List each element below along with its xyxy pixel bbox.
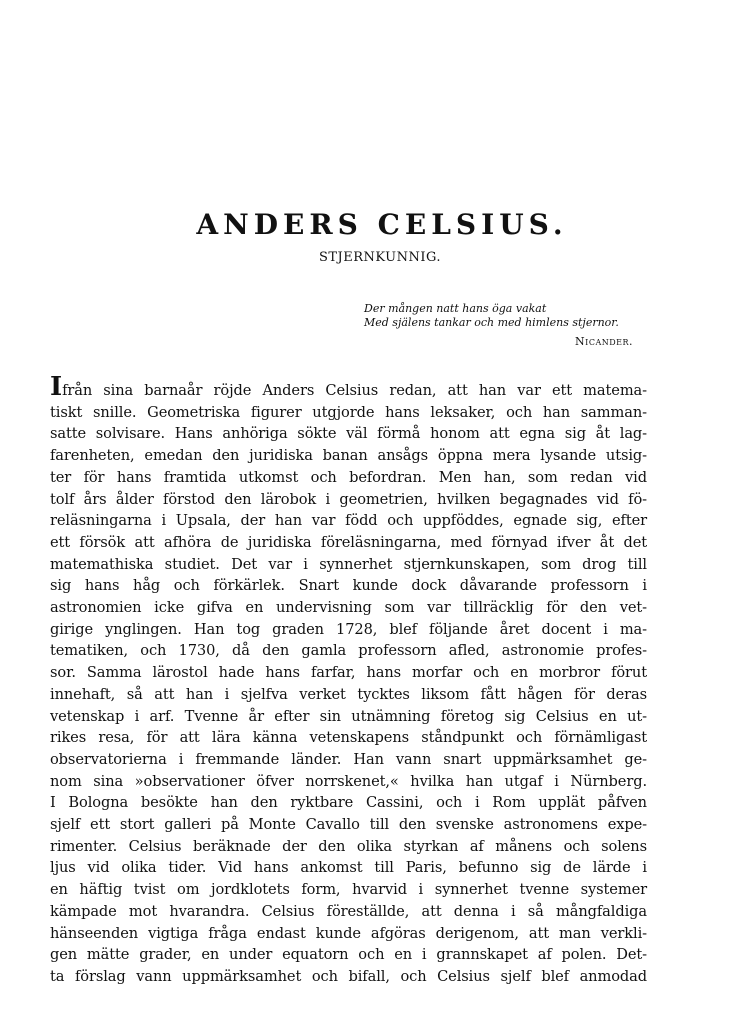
page-subtitle: STJERNKUNNIG. [318,250,442,265]
text-line: tiskt snille. Geometriska figurer utgjorde hans leksaker, och han samman- [50,403,647,421]
text-line: farenheten, emedan den juridiska banan ansågs öppna mera lysande utsig- [50,447,647,465]
page-title: ANDERS CELSIUS. [196,208,568,241]
text-line: gen mätte grader, en under equatorn och en i grannskapet af polen. Det- [50,946,647,964]
text-line: sjelf ett stort galleri på Monte Cavallo till den svenske astronomens expe- [50,816,647,834]
text-line: en häftig tvist om jordklotets form, hvarvid i synnerhet tvenne systemer [50,881,647,899]
text-line: girige ynglingen. Han tog graden 1728, blef följande året docent i ma- [50,620,647,638]
drop-cap: I [50,372,63,402]
text-line: matemathiska studiet. Det var i synnerhet stjernkunskapen, som drog till [50,555,647,573]
text-line: reläsningarna i Upsala, der han var född och uppföddes, egnade sig, efter [50,512,647,530]
text-line: nom sina »observationer öfver norrskenet,« hvilka han utgaf i Nürnberg. [50,772,647,790]
text-line: innehaft, så att han i sjelfva verket tycktes liksom fått hågen för deras [50,685,647,703]
text-line: satte solvisare. Hans anhöriga sökte väl förmå honom att egna sig åt lag- [50,425,647,443]
text-line: astronomien icke gifva en undervisning som var tillräcklig för den vet- [50,599,647,617]
text-line: kämpade mot hvarandra. Celsius föreställde, att denna i så mångfaldiga [50,902,647,920]
text-line: ett försök att afhöra de juridiska föreläsningarna, med förnyad ifver åt det [50,533,647,551]
text-line: ter för hans framtida utkomst och befordran. Men han, som redan vid [50,468,647,486]
text-line: observatorierna i fremmande länder. Han vann snart uppmärksamhet ge- [50,750,647,768]
text-line: rikes resa, för att lära känna vetenskapens ståndpunkt och förnämligast [50,729,647,747]
text-line: vetenskap i arf. Tvenne år efter sin utnämning företog sig Celsius en ut- [50,707,647,725]
text-line: hänseenden vigtiga fråga endast kunde afgöras derigenom, att man verkli- [50,924,647,942]
text-line: sor. Samma lärostol hade hans farfar, hans morfar och en morbror förut [50,664,647,682]
text-line-content: från sina barnaår röjde Anders Celsius redan, att han var ett matema- [62,382,647,399]
text-line: tolf års ålder förstod den lärobok i geometrien, hvilken begagnades vid fö- [50,490,647,508]
text-line: I Bologna besökte han den ryktbare Cassini, och i Rom upplät påfven [50,794,647,812]
text-line: ljus vid olika tider. Vid hans ankomst till Paris, befunno sig de lärde i [50,859,647,877]
text-line [50,372,647,402]
text-line: rimenter. Celsius beräknade der den olika styrkan af månens och solens [50,837,647,855]
epigraph [364,302,619,330]
text-line: ta förslag vann uppmärksamhet och bifall, och Celsius sjelf blef anmodad [50,967,647,985]
text-line: tematiken, och 1730, då den gamla professorn afled, astronomie profes- [50,642,647,660]
epigraph-author: Nicander. [575,335,633,348]
body-text [50,372,647,988]
epigraph-line: Med själens tankar och med himlens stjernor. [364,316,619,329]
epigraph-line: Der mången natt hans öga vakat [364,302,547,315]
text-line: sig hans håg och förkärlek. Snart kunde dock dåvarande professorn i [50,577,647,595]
